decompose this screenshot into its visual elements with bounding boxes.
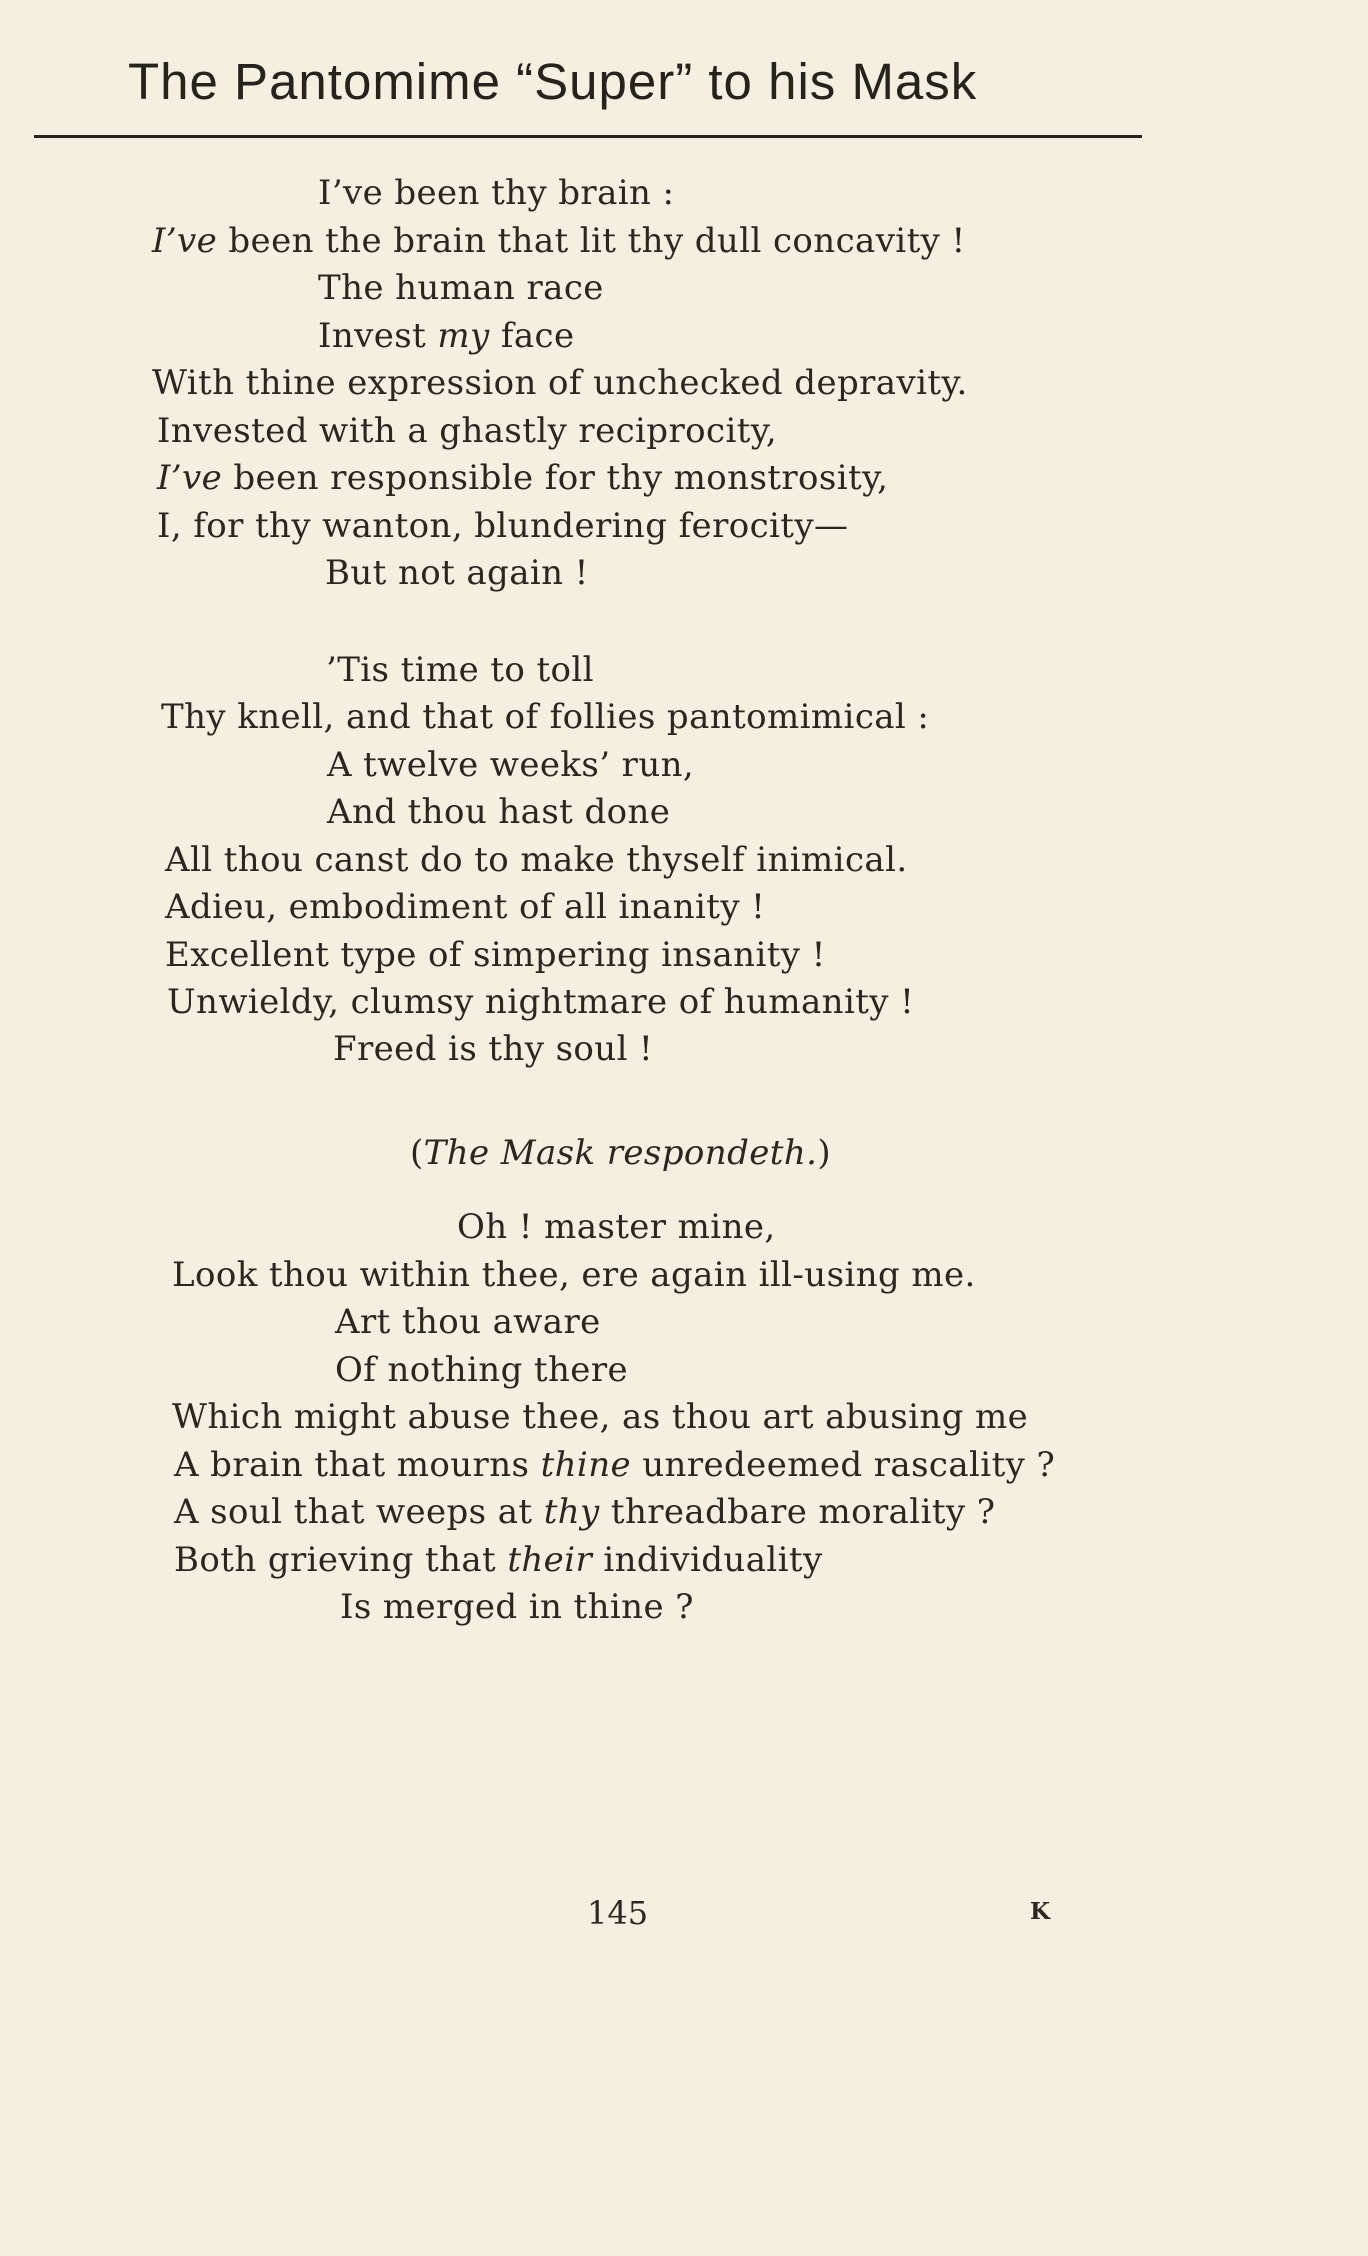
poem-line: Is merged in thine ?	[340, 1587, 694, 1627]
poem-line: Invested with a ghastly reciprocity,	[157, 411, 778, 451]
poem-line: A brain that mourns thine unredeemed rascality ?	[174, 1445, 1056, 1485]
signature-mark: K	[1030, 1898, 1050, 1925]
poem-line: A soul that weeps at thy threadbare morality ?	[174, 1492, 996, 1532]
poem-line: I’ve been responsible for thy monstrosity,	[157, 458, 889, 498]
poem-line: Both grieving that their individuality	[174, 1540, 823, 1580]
poem-line: Art thou aware	[335, 1302, 601, 1342]
poem-line: Oh ! master mine,	[457, 1207, 776, 1247]
italic-word: I’ve	[152, 221, 218, 261]
poem-line: Thy knell, and that of follies pantomimical :	[161, 697, 930, 737]
poem-line: Freed is thy soul !	[333, 1029, 654, 1069]
stage-direction: (The Mask respondeth.)	[410, 1133, 831, 1173]
poem-line: The human race	[318, 268, 604, 308]
italic-word: their	[507, 1540, 593, 1580]
poem-line: Which might abuse thee, as thou art abusing me	[172, 1397, 1029, 1437]
italic-word: I’ve	[157, 458, 223, 498]
poem-line: Of nothing there	[335, 1350, 628, 1390]
poem-line: Look thou within thee, ere again ill-using me.	[172, 1255, 976, 1295]
poem-line: ’Tis time to toll	[326, 650, 594, 690]
italic-word: my	[437, 316, 490, 356]
poem-line: All thou canst do to make thyself inimical.	[165, 840, 908, 880]
poem-line: And thou hast done	[327, 792, 671, 832]
header-rule	[34, 135, 1142, 138]
italic-word: thy	[543, 1492, 600, 1532]
poem-line: I’ve been thy brain :	[318, 173, 675, 213]
poem-line: I’ve been the brain that lit thy dull concavity !	[152, 221, 966, 261]
poem-line: Unwieldy, clumsy nightmare of humanity !	[167, 982, 915, 1022]
poem-line: I, for thy wanton, blundering ferocity—	[157, 506, 849, 546]
poem-line: With thine expression of unchecked depravity.	[152, 363, 968, 403]
poem-line: Adieu, embodiment of all inanity !	[165, 887, 766, 927]
italic-word: thine	[540, 1445, 632, 1485]
page-number: 145	[587, 1894, 649, 1932]
running-head: The Pantomime “Super” to his Mask	[128, 53, 978, 110]
poem-line: Excellent type of simpering insanity !	[165, 935, 826, 975]
poem-line: A twelve weeks’ run,	[327, 745, 695, 785]
poem-line: Invest my face	[318, 316, 575, 356]
poem-line: But not again !	[325, 553, 589, 593]
